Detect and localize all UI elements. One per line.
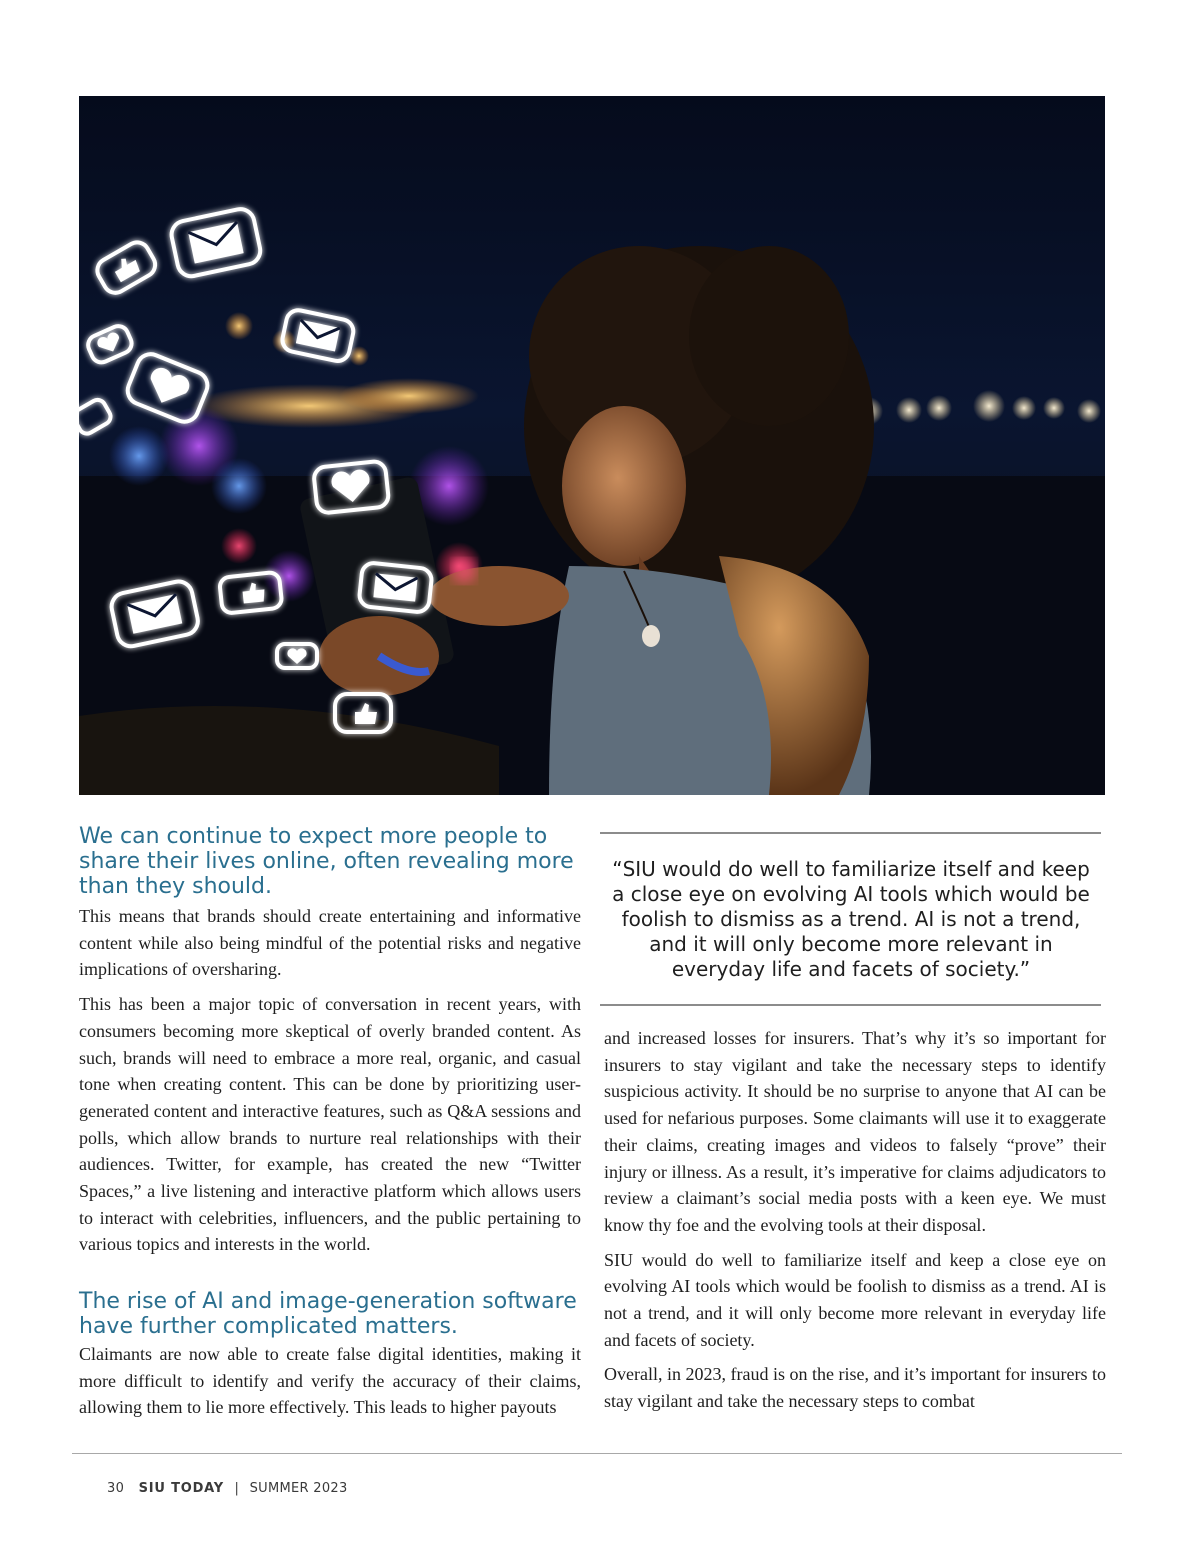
paragraph: Claimants are now able to create false digital identities, making it more difficult to identify and verify the accuracy of their claims, allowing them to lie more effectively. This leads to higher payouts: [79, 1344, 581, 1418]
left-column-body-bottom: [79, 1341, 581, 1421]
paragraph: SIU would do well to familiarize itself and keep a close eye on evolving AI tools which would be foolish to dismiss as a trend. AI is not a trend, and it will only become more relevant in everyday life and facets of society.: [604, 1249, 1106, 1350]
section-heading-oversharing: We can continue to expect more people to share their lives online, often revealing more than they should.: [79, 824, 574, 899]
magazine-title: SIU TODAY: [138, 1481, 225, 1496]
paragraph: This means that brands should create entertaining and informative content while also being mindful of the potential risks and negative implications of oversharing.: [79, 906, 581, 980]
pull-quote-bottom-rule: [600, 1004, 1101, 1006]
issue-label: SUMMER 2023: [249, 1481, 348, 1496]
pull-quote-top-rule: [600, 832, 1101, 834]
left-column-body-top: [79, 903, 581, 1258]
paragraph: This has been a major topic of conversation in recent years, with consumers becoming more skeptical of overly branded content. As such, brands will need to embrace a more real, organic, and casual tone when creating content. This can be done by prioritizing user-generated content and interactive features, such as Q&A sessions and polls, which allow brands to nurture real relationships with their audiences. Twitter, for example, has created the new “Twitter Spaces,” a live listening and interactive platform which allows users to interact with celebrities, influencers, and the public pertaining to various topics and interests in the world.: [79, 994, 581, 1255]
page-number: 30: [107, 1481, 125, 1496]
right-column-body: [604, 1025, 1106, 1415]
page-footer: [107, 1481, 348, 1496]
footer-rule: [72, 1453, 1122, 1454]
footer-separator: |: [234, 1481, 240, 1496]
paragraph: Overall, in 2023, fraud is on the rise, and it’s important for insurers to stay vigilant and take the necessary steps to combat: [604, 1364, 1106, 1412]
pull-quote: “SIU would do well to familiarize itself and keep a close eye on evolving AI tools which would be foolish to dismiss as a trend. AI is not a trend, and it will only become more relevant in everyday life and facets of society.”: [612, 857, 1090, 981]
hero-photo: [79, 96, 1105, 795]
paragraph: and increased losses for insurers. That’s why it’s so important for insurers to stay vigilant and take the necessary steps to identify suspicious activity. It should be no surprise to anyone that AI can be used for nefarious purposes. Some claimants will use it to exaggerate their claims, creating images and videos to falsely “prove” their injury or illness. As a result, it’s imperative for claims adjudicators to review a claimant’s social media posts with a keen eye. We must know thy foe and the evolving tools at their disposal.: [604, 1028, 1106, 1235]
section-heading-ai: The rise of AI and image-generation software have further complicated matters.: [79, 1289, 577, 1339]
